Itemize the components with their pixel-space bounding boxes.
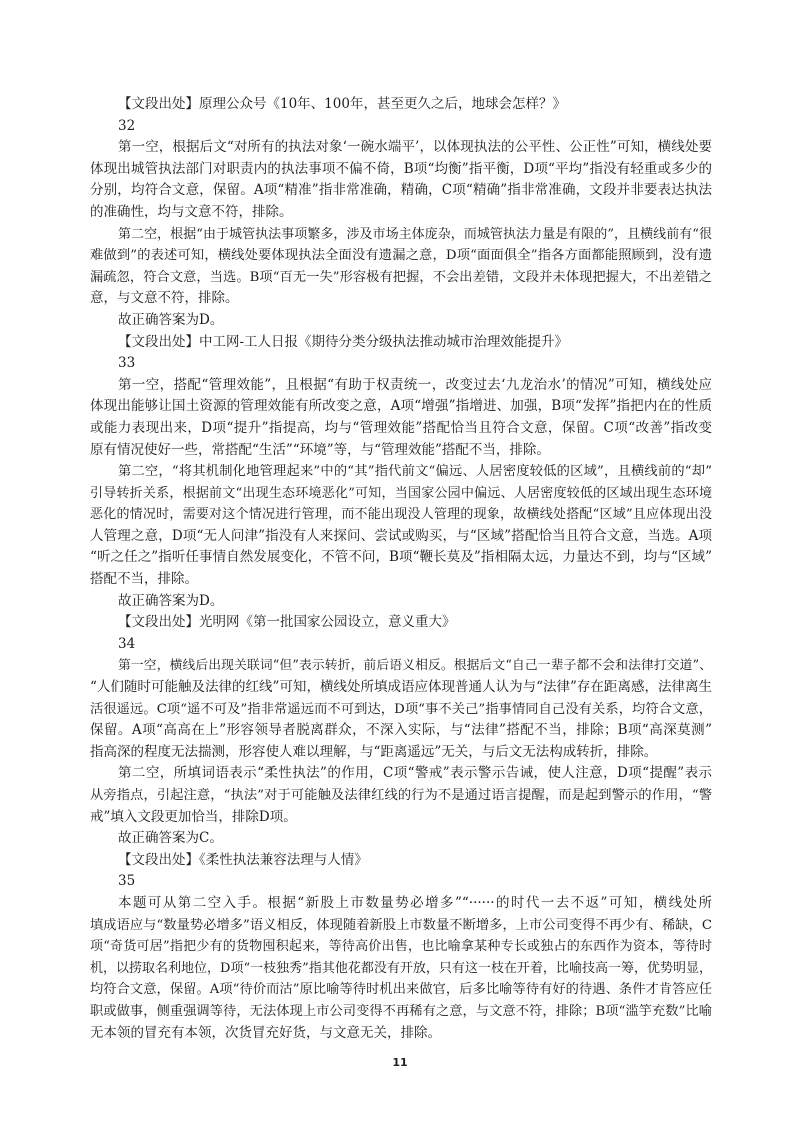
answer-line: 故正确答案为D。 [118, 311, 224, 328]
paragraph-line: 填成语应与“数量势必增多”语义相反，体现随着新股上市数量不断增多，上市公司变得不再少有、稀缺，C [90, 917, 712, 933]
paragraph-line: 第二空，所填词语表示“柔性执法”的作用，C项“警戒”表示警示告诫，使人注意，D项“提醒”表示 [118, 765, 712, 782]
source-label: 【文段出处】 [118, 614, 199, 631]
document-body [90, 94, 712, 1044]
explanation-paragraph [90, 893, 712, 1044]
source-citation [90, 332, 712, 354]
paragraph-line: 本题可从第二空入手。根据“新股上市数量势必增多”“······的时代一去不返”可知，横线处所 [118, 894, 712, 911]
paragraph-line: 体现出能够让国土资源的管理效能有所改变之意，A项“增强”指增进、加强，B项“发挥”指把内在的性质 [90, 398, 712, 415]
question-number: 32 [118, 117, 136, 134]
paragraph-line: 第一空，根据后文“对所有的执法对象‘一碗水端平’，以体现执法的公平性、公正性”可知，横线处要 [118, 139, 712, 156]
source-citation [90, 850, 712, 872]
paragraph-line: 的准确性，均与文意不符，排除。 [90, 203, 293, 220]
answer-line: 故正确答案为C。 [118, 830, 223, 847]
explanation-paragraph [90, 137, 712, 223]
explanation-paragraph [90, 763, 712, 828]
source-text: 原理公众号《10年、100年，甚至更久之后，地球会怎样？》 [199, 96, 566, 112]
paragraph-line: 第二空，根据“由于城管执法事项繁多，涉及市场主体庞杂，而城管执法力量是有限的”，且横线前有“很 [118, 226, 712, 242]
source-label: 【文段出处】 [118, 96, 199, 112]
source-text: 中工网-工人日报《期待分类分级执法推动城市治理效能提升》 [199, 333, 569, 350]
source-citation [90, 94, 712, 116]
paragraph-line: 或能力表现出来，D项“提升”指提高，均与“管理效能”搭配恰当且符合文意，保留。C项“改善”指改变 [90, 419, 712, 436]
explanation-paragraph [90, 224, 712, 310]
paragraph-line: 搭配不当，排除。 [90, 571, 198, 588]
answer-line: 故正确答案为D。 [118, 592, 224, 609]
paragraph-line: 机，以捞取名利地位，D项“一枝独秀”指其他花都没有开放，只有这一枝在开着，比喻技高一筹，优势明显， [90, 960, 712, 976]
question-number: 34 [118, 635, 136, 652]
explanation-paragraph [90, 655, 712, 763]
paragraph-line: 第一空，搭配“管理效能”，且根据“有助于权责统一，改变过去‘九龙治水’的情况”可知，横线处应 [118, 376, 712, 393]
paragraph-line: 活很遥远。C项“遥不可及”指非常遥远而不可到达，D项“事不关己”指事情同自己没有关系，均符合文意， [90, 701, 712, 717]
paragraph-line: 无本领的冒充有本领，次货冒充好货，与文意无关，排除。 [90, 1024, 441, 1041]
explanation-paragraph [90, 375, 712, 461]
paragraph-line: 指高深的程度无法揣测，形容使人难以理解，与“距离遥远”无关，与后文无法构成转折，排除。 [90, 743, 658, 760]
paragraph-line: 人管理之意，D项“无人问津”指没有人来探问、尝试或购买，与“区域”搭配恰当且符合文意，当选。A项 [90, 527, 712, 544]
paragraph-line: 项“奇货可居”指把少有的货物囤积起来，等待高价出售，也比喻拿某种专长或独占的东西作为资本，等待时 [90, 939, 712, 955]
paragraph-line: 难做到”的表述可知，横线处要体现执法全面没有遗漏之意，D项“面面俱全”指各方面都能照顾到，没有遗 [90, 248, 712, 264]
paragraph-line: 体现出城管执法部门对职责内的执法事项不偏不倚，B项“均衡”指平衡，D项“平均”指没有轻重或多少的 [90, 160, 712, 177]
paragraph-line: 意，与文意不符，排除。 [90, 290, 239, 307]
source-citation [90, 612, 712, 634]
paragraph-line: “听之任之”指听任事情自然发展变化，不管不问，B项“鞭长莫及”指相隔太远，力量达不到，均与“区域” [90, 549, 712, 566]
source-text: 光明网《第一批国家公园设立，意义重大》 [199, 614, 456, 631]
paragraph-line: 保留。A项“高高在上”形容领导者脱离群众，不深入实际，与“法律”搭配不当，排除；B项“高深莫测” [90, 722, 712, 739]
question-number: 33 [118, 355, 136, 372]
question-number: 35 [118, 873, 136, 890]
paragraph-line: 戒”填入文段更加恰当，排除D项。 [90, 808, 297, 825]
paragraph-line: 原有情况使好一些，常搭配“生活”“环境”等，与“管理效能”搭配不当，排除。 [90, 441, 550, 458]
paragraph-line: 漏疏忽，符合文意，当选。B项“百无一失”形容极有把握，不会出差错，文段并未体现把握大，不出差错之 [90, 269, 712, 285]
paragraph-line: 从旁指点，引起注意，“执法”对于可能触及法律红线的行为不是通过语言提醒，而是起到警示的作用，“警 [90, 788, 712, 803]
explanation-paragraph [90, 461, 712, 591]
paragraph-line: “人们随时可能触及法律的红线”可知，横线处所填成语应体现普通人认为与“法律”存在距离感，法律离生 [90, 679, 712, 696]
source-text: 《柔性执法兼容法理与人情》 [199, 851, 368, 868]
source-label: 【文段出处】 [118, 851, 199, 868]
paragraph-line: 职或做事，侧重强调等待，无法体现上市公司变得不再稀有之意，与文意不符，排除；B项“滥竽充数”比喻 [90, 1003, 712, 1019]
paragraph-line: 第一空，横线后出现关联词“但”表示转折，前后语义相反。根据后文“自己一辈子都不会和法律打交道”、 [118, 658, 712, 674]
paragraph-line: 均符合文意，保留。A项“待价而沽”原比喻等待时机出来做官，后多比喻等待有好的待遇、条件才肯答应任 [90, 982, 712, 998]
paragraph-line: 恶化的情况时，需要对这个情况进行管理，而不能出现没人管理的现象，故横线处搭配“区域”且应体现出没 [90, 507, 712, 523]
paragraph-line: 分别，均符合文意，保留。A项“精准”指非常准确，精确，C项“精确”指非常准确，文段并非要表达执法 [90, 182, 712, 199]
page-number: 11 [392, 1056, 408, 1069]
paragraph-line: 第二空，“将其机制化地管理起来”中的“其”指代前文“偏远、人居密度较低的区域”，且横线前的“却” [118, 464, 712, 480]
source-label: 【文段出处】 [118, 333, 199, 350]
paragraph-line: 引导转折关系，根据前文“出现生态环境恶化”可知，当国家公园中偏远、人居密度较低的区域出现生态环境 [90, 485, 712, 501]
